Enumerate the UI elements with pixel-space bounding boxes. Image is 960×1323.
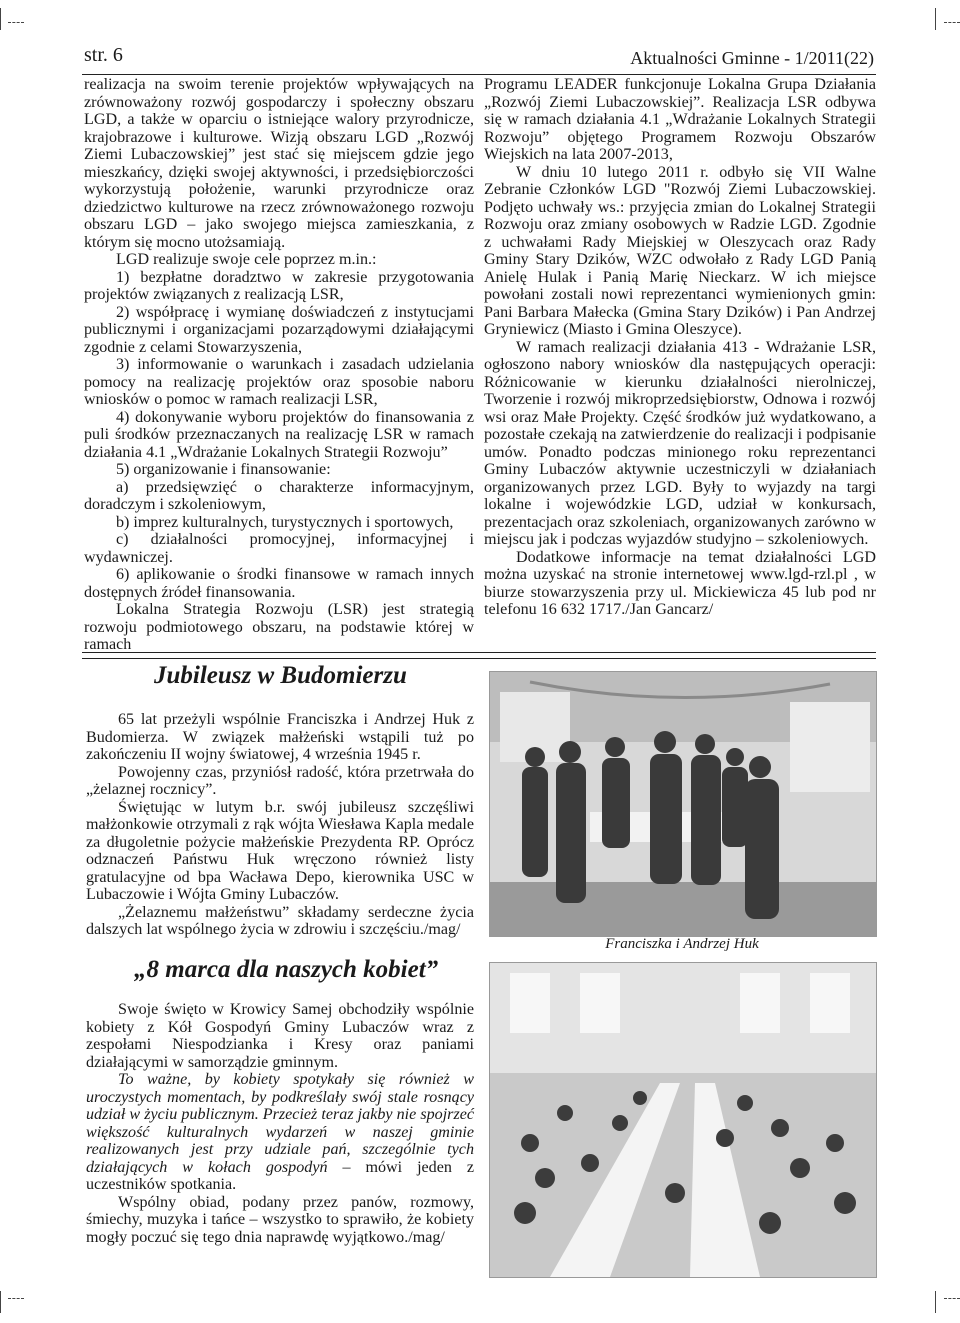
photo-jubilee-ceremony [489, 671, 877, 937]
section-separator [82, 652, 876, 659]
paragraph: W ramach realizacji działania 413 - Wdrażanie LSR, ogłoszono nabory wniosków dla następujących operacji: Różnicowanie w kierunku działalności nierolniczej, Tworzenie i rozwój mikroprzedsiębiorstw, Odnowa i rozwój wsi oraz Małe Projekty. Część środków już wydatkowano, a pozostałe czekają na zatwierdzenie do realizacji i podpisanie umów. Ponadto podczas minionego roku reprezentanci Gminy Lubaczów aktywnie uczestniczyli w działaniach organizowanych przez LGD. Były to wyjazdy na targi lokalne i wojewódzkie LGD, udział w konkursach, prezentacjach oraz szkoleniach, organizowanych zarówno w miejscu jak i podczas wyjazdów studyjno – szkoleniowych. [484, 338, 876, 548]
crop-mark [0, 8, 23, 30]
quote-attribution: – mówi jeden z uczestników spotkania. [86, 1158, 475, 1193]
crop-mark [0, 1291, 23, 1313]
list-item: 5) organizowanie i finansowanie: [116, 461, 331, 478]
running-title: Aktualności Gminne - 1/2011(22) [630, 48, 874, 68]
list-item: b) imprez kulturalnych, turystycznych i sportowych, [116, 513, 454, 531]
article-body-womens-day [86, 1001, 474, 1246]
quote-text: To ważne, by kobiety spotykały się również w uroczystych momentach, by podkreślały swój stale rosnący udział w życiu publicznym. Przecież teraz jakby nie spojrzeć większość kulturalnych wydarzeń w naszej gminie realizowanych jest przy udziale pań, szczególnie tych działających w kołach gospodyń [86, 1071, 474, 1176]
list-item: c) działalności promocyjnej, informacyjnej i wydawniczej. [84, 531, 474, 566]
paragraph: Swoje święto w Krowicy Samej obchodziły wspólnie kobiety z Kół Gospodyń Gminy Lubaczów wraz z zespołami Niespodzianka i Kresy oraz paniami działającymi w samorządzie gminnym. [86, 1001, 474, 1071]
paragraph: realizacja na swoim terenie projektów wpływających na zrównoważony rozwój gospodarczy i społeczny obszaru LGD, a także w oparciu o istniejące walory przyrodnicze, krajobrazowe i kulturowe. Wizją obszaru LGD „Rozwój Ziemi Lubaczowskiej” jest stać się miejscem gdzie jego mieszkańcy, dzięki swojej aktywności, i przedsiębiorczości wykorzystują położenie, warunki przyrodnicze oraz dziedzictwo kulturowe na rzecz zrównoważonego rozwoju obszaru LGD – jako swojego miejsca zamieszkania, z którym się mocno utożsamiają. [84, 76, 474, 251]
header-rule [82, 74, 876, 75]
article-title-womens-day: „8 marca dla naszych kobiet” [134, 956, 439, 983]
list-item: 2) współpracę i wymianę doświadczeń z instytucjami publicznymi i organizacjami pozarządowymi działającymi zgodnie z celami Stowarzyszenia, [84, 303, 474, 356]
crop-mark [944, 1298, 960, 1299]
photo-womens-day-banquet [489, 962, 877, 1278]
paragraph: Programu LEADER funkcjonuje Lokalna Grupa Działania „Rozwój Ziemi Lubaczowskiej”. Realizacja LSR odbywa się w ramach działania 4.1 „Wdrażanie Lokalnych Strategii Rozwoju” objętego Programem Rozwoju Obszarów Wiejskich na lata 2007-2013, [484, 76, 876, 163]
list-item: 1) bezpłatne doradztwo w zakresie przygotowania projektów związanych z realizacją LSR, [84, 268, 474, 303]
paragraph: LGD realizuje swoje cele poprzez m.in.: [116, 251, 377, 268]
article-body-jubilee [86, 711, 474, 939]
paragraph: W dniu 10 lutego 2011 r. odbyło się VII Walne Zebranie Członków LGD "Rozwój Ziemi Lubaczowskiej. Podjęto uchwały ws.: przyjęcia zmian do Lokalnej Strategii Rozwoju oraz zmiany osobowych w Radzie LGD. Zgodnie z uchwałami Rady Miejskiej w Oleszycach oraz Rady Gminy Stary Dzików, WZC odwołało z Rady LGD Panią Anielę Hulak i Panią Marię Nieckarz. W ich miejsce powołani zostali nowi reprezentanci wymienionych gmin: Pani Barbara Małecka (Gmina Stary Dzików) i Pan Andrzej Gryniewicz (Miasto i Gmina Oleszyce). [484, 163, 876, 338]
paragraph: Dodatkowe informacje na temat działalności LGD można uzyskać na stronie internetowej www.lgd-rzl.pl , w biurze stowarzyszenia przy ul. Mickiewicza 45 lub pod nr telefonu 16 632 1717./Jan Gancarz/ [484, 548, 876, 618]
crop-mark [944, 22, 960, 23]
crop-mark [913, 1291, 936, 1313]
photo-caption: Franciszka i Andrzej Huk [605, 936, 759, 952]
paragraph: Powojenny czas, przyniósł radość, która przetrwała do „żelaznej rocznicy”. [86, 763, 474, 798]
top-article-right-column [484, 76, 876, 619]
list-item: a) przedsięwzięć o charakterze informacyjnym, doradczym i szkoleniowym, [84, 478, 474, 513]
article-title-jubilee: Jubileusz w Budomierzu [154, 662, 407, 689]
page-number: str. 6 [84, 44, 123, 66]
list-item: 3) informowanie o warunkach i zasadach udzielania pomocy na realizację projektów oraz sposobie naboru wniosków o pomoc w ramach realizacji LSR, [84, 356, 474, 408]
quote-paragraph [86, 1071, 474, 1194]
crop-mark [913, 8, 936, 30]
paragraph: Wspólny obiad, podany przez panów, rozmowy, śmiechy, muzyka i tańce – wszystko to sprawiło, że kobiety mogły poczuć się tego dnia naprawdę wyjątkowo./mag/ [86, 1193, 474, 1246]
list-item: 4) dokonywanie wyboru projektów do finansowania z puli środków przeznaczanych na realizację LSR w ramach działania 4.1 „Wdrażanie Lokalnych Strategii Rozwoju” [84, 408, 474, 461]
crop-mark [8, 22, 24, 23]
crop-mark [8, 1298, 24, 1299]
top-article-left-column [84, 76, 474, 654]
paragraph: 65 lat przeżyli wspólnie Franciszka i Andrzej Huk z Budomierza. W związek małżeński wstąpili tuż po zakończeniu II wojny światowej, 4 września 1945 r. [86, 711, 474, 763]
paragraph: Świętując w lutym b.r. swój jubileusz szczęśliwi małżonkowie otrzymali z rąk wójta Wiesława Kapla medale za długoletnie pożycie małżeńskie Prezydenta RP. Oprócz odznaczeń Państwu Huk wręczono również listy gratulacyjne od bpa Wacława Depo, kierownika USC w Lubaczowie i Wójta Gminy Lubaczów. [86, 798, 474, 903]
paragraph: „Żelaznemu małżeństwu” składamy serdeczne życia dalszych lat wspólnego życia w zdrowiu i szczęściu./mag/ [86, 903, 474, 938]
list-item: 6) aplikowanie o środki finansowe w ramach innych dostępnych źródeł finansowania. [84, 566, 474, 601]
paragraph: Lokalna Strategia Rozwoju (LSR) jest strategią rozwoju podmiotowego obszaru, na podstawie której w ramach [84, 601, 474, 653]
